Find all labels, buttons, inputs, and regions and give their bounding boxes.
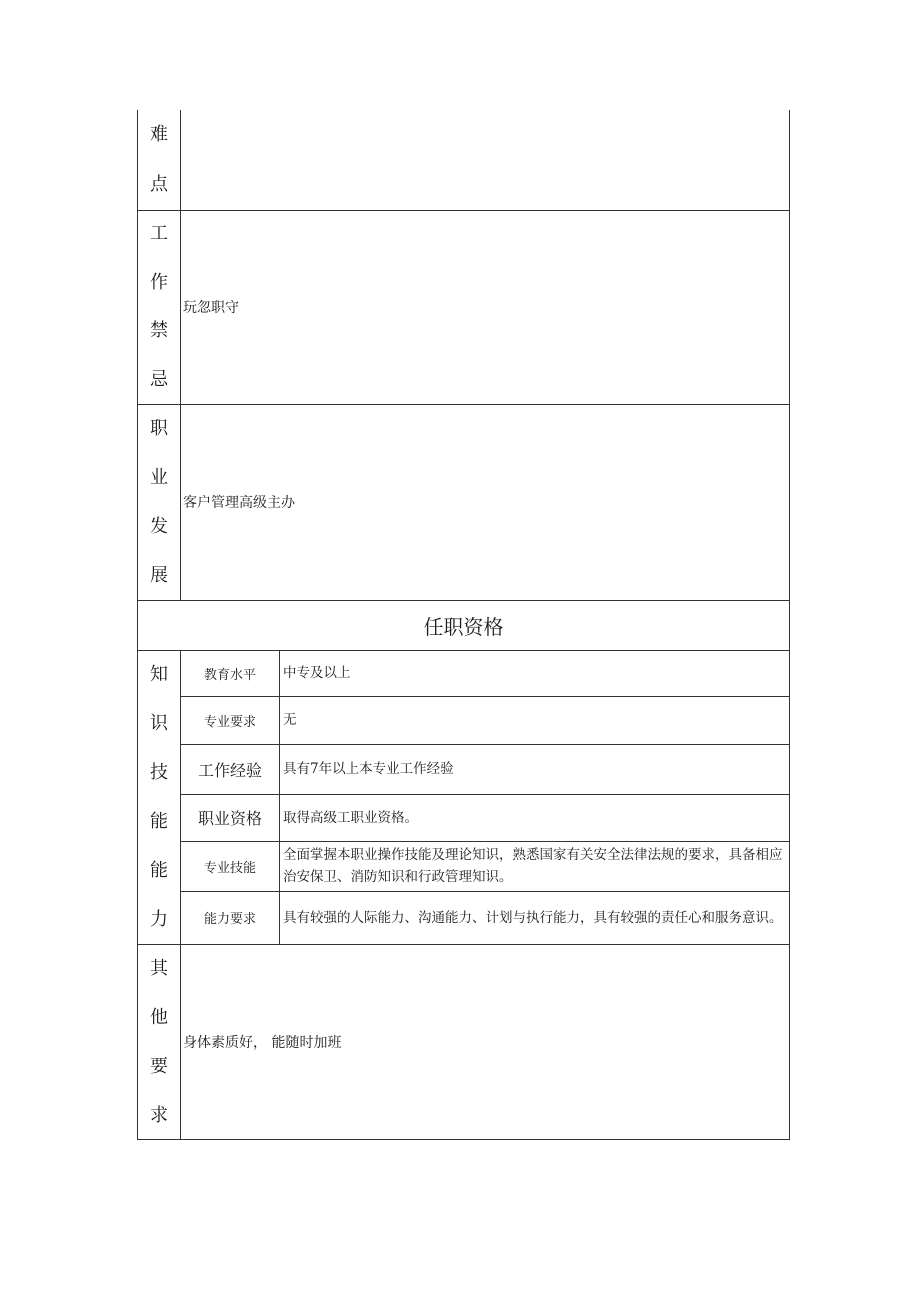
qualifications-title: 任职资格 — [423, 614, 504, 639]
certification-label: 职业资格 — [197, 809, 262, 828]
prohibitions-content: 玩忽职守 — [183, 300, 239, 316]
label-char: 工 — [150, 223, 168, 245]
certification-value: 取得高级工职业资格。 — [283, 809, 418, 826]
sub-label-divider — [279, 650, 280, 944]
other-requirements-content: 身体素质好， 能随时加班 — [183, 1035, 342, 1051]
label-char: 能 — [150, 810, 168, 832]
skills-label: 专业技能 — [203, 860, 256, 876]
difficulty-label — [137, 110, 181, 210]
label-char: 点 — [150, 174, 168, 195]
career-content: 客户管理高级主办 — [183, 495, 295, 511]
job-description-table — [137, 110, 790, 1140]
label-char: 难 — [150, 124, 168, 145]
major-value: 无 — [283, 712, 297, 728]
label-char: 求 — [150, 1104, 168, 1126]
label-char: 知 — [150, 663, 168, 685]
label-char: 忌 — [150, 368, 168, 390]
label-char: 发 — [150, 515, 168, 537]
knowledge-skills-label — [137, 650, 181, 944]
experience-value: 具有7年以上本专业工作经验 — [283, 761, 454, 777]
label-char: 其 — [150, 957, 168, 979]
ability-label: 能力要求 — [203, 912, 256, 927]
prohibitions-label — [137, 210, 181, 404]
label-char: 作 — [150, 271, 168, 293]
other-requirements-label — [137, 944, 181, 1140]
education-value: 中专及以上 — [283, 665, 351, 681]
education-label: 教育水平 — [203, 667, 256, 683]
ability-value: 具有较强的人际能力、沟通能力、计划与执行能力，具有较强的责任心和服务意识。 — [283, 909, 783, 926]
label-char: 能 — [150, 859, 168, 881]
label-char: 业 — [150, 466, 168, 488]
label-char: 识 — [150, 712, 168, 734]
label-char: 禁 — [150, 320, 168, 342]
label-char: 职 — [150, 417, 168, 439]
major-label: 专业要求 — [203, 714, 256, 730]
label-char: 力 — [150, 908, 168, 930]
label-char: 技 — [150, 761, 168, 783]
skills-value: 全面掌握本职业操作技能及理论知识，熟悉国家有关安全法律法规的要求，具备相应治安保卫、消防知识和行政管理知识。 — [283, 847, 783, 885]
label-char: 他 — [150, 1006, 168, 1028]
career-label — [137, 404, 181, 600]
label-char: 要 — [150, 1055, 168, 1077]
experience-label: 工作经验 — [197, 760, 262, 780]
label-char: 展 — [150, 564, 168, 586]
